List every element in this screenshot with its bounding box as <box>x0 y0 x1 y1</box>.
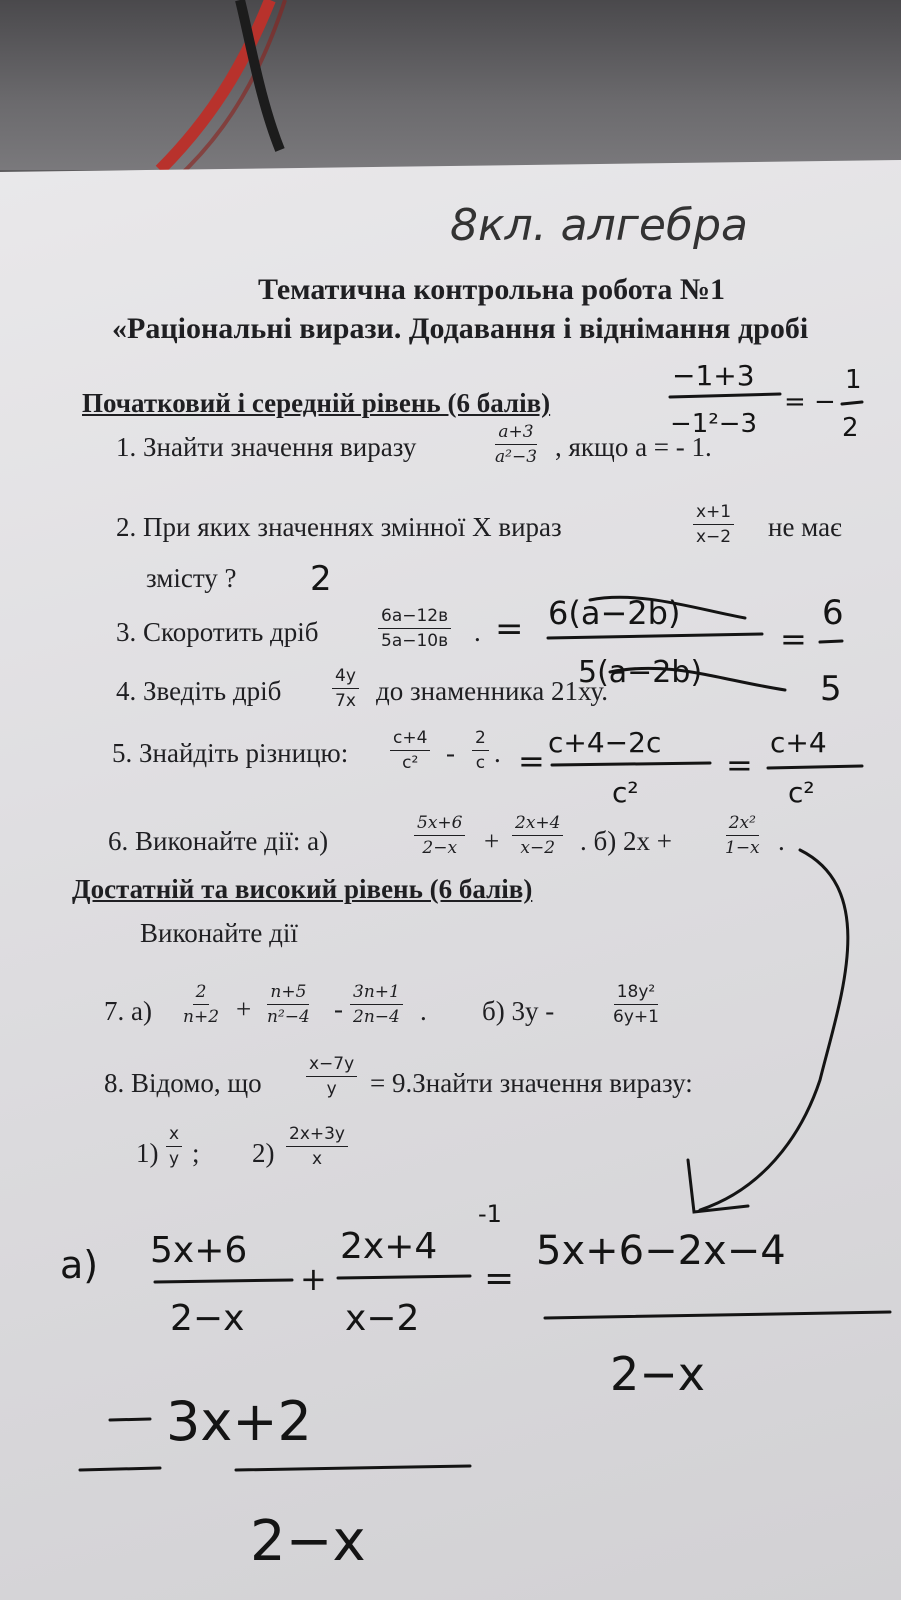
h5-answer-equals: = <box>726 746 753 784</box>
task-7b-denominator: 6y+1 <box>613 1007 659 1027</box>
task-8-text: 8. Відомо, що <box>104 1068 262 1098</box>
task-7b-numerator: 18y² <box>614 982 659 1005</box>
task-6a-plus: + <box>484 826 500 856</box>
task-5-denominator-1: c² <box>402 753 419 773</box>
w-exponent: -1 <box>478 1200 502 1228</box>
task-8-part-1-denominator: y <box>169 1149 180 1169</box>
task-6b-fraction <box>722 813 763 858</box>
task-6-text: 6. Виконайте дії: а) <box>108 826 329 856</box>
task-6b-denominator: 1−x <box>725 838 760 858</box>
task-7-label: 7. а) <box>104 996 152 1026</box>
task-7-fraction-3 <box>350 982 403 1027</box>
section-2-subheading: Виконайте дії <box>140 918 298 948</box>
header-note-text: 8кл. алгебра <box>450 200 748 251</box>
task-8-part-1-numerator: x <box>166 1124 182 1147</box>
w-den-2: x−2 <box>345 1298 420 1339</box>
task-6a-fraction-2 <box>512 813 563 858</box>
task-3-numerator: 6а−12в <box>378 606 451 629</box>
w-num-4: 3x+2 <box>166 1390 312 1453</box>
task-8-part-1-after: ; <box>192 1138 200 1168</box>
task-1-denominator: a²−3 <box>495 447 538 467</box>
h1-equals: = − <box>784 387 836 417</box>
h1-answer-num: 1 <box>845 365 862 395</box>
h3-numerator: 6(a−2b) <box>548 594 681 632</box>
task-7-denominator-1: n+2 <box>183 1007 220 1027</box>
task-7-fraction-1 <box>180 982 222 1027</box>
task-4-fraction <box>332 666 359 711</box>
task-2-numerator: x+1 <box>693 502 734 525</box>
task-8-part-2-fraction <box>286 1124 348 1169</box>
task-2-line2: змісту ? <box>146 563 237 593</box>
task-5-numerator-1: c+4 <box>390 728 430 751</box>
task-5-fraction-2 <box>472 728 489 773</box>
task-2-fraction <box>693 502 734 547</box>
task-8-part-2-label: 2) <box>252 1138 275 1168</box>
h5-answer-num: c+4 <box>770 726 827 759</box>
task-8-numerator: x−7y <box>306 1054 357 1077</box>
h1-denominator: −1²−3 <box>670 409 758 439</box>
task-2-text: 2. При яких значеннях змінної Х вираз <box>116 512 562 542</box>
task-8-fraction <box>306 1054 357 1099</box>
task-8-after: = 9.Знайти значення виразу: <box>370 1068 693 1098</box>
h3-denominator: 5(a−2b) <box>578 655 703 690</box>
w-num-1: 5x+6 <box>150 1230 248 1271</box>
task-5-text: 5. Знайдіть різницю: <box>112 738 349 768</box>
task-4-denominator: 7x <box>335 691 356 711</box>
w-den-3: 2−x <box>610 1347 706 1401</box>
h2-answer: 2 <box>310 559 332 599</box>
w-label: а) <box>60 1243 99 1287</box>
task-7-dot: . <box>420 996 427 1026</box>
task-5-denominator-2: c <box>475 753 486 773</box>
task-6a-numerator-2: 2x+4 <box>512 813 563 836</box>
task-8-part-1-label: 1) <box>136 1138 159 1168</box>
task-7-denominator-2: n²−4 <box>267 1007 310 1027</box>
task-7b-label: б) 3у - <box>482 996 555 1026</box>
h5-numerator: c+4−2c <box>548 726 662 759</box>
h1-answer-den: 2 <box>842 413 859 443</box>
section-heading-basic: Початковий і середній рівень (6 балів) <box>82 388 551 418</box>
task-7-op-2: - <box>334 994 343 1024</box>
task-7-numerator-1: 2 <box>193 982 210 1005</box>
task-1-numerator: a+3 <box>495 422 536 445</box>
w-equals: = <box>484 1258 515 1299</box>
section-heading-advanced: Достатній та високий рівень (6 балів) <box>72 874 533 904</box>
task-8-part-2-numerator: 2x+3y <box>286 1124 348 1147</box>
task-1-text: 1. Знайти значення виразу <box>116 432 417 462</box>
task-8-denominator: y <box>326 1079 337 1099</box>
task-5-after: . <box>494 738 501 768</box>
task-7-op-1: + <box>236 994 252 1024</box>
task-5-minus: - <box>446 738 455 768</box>
task-3-denominator: 5а−10в <box>381 631 449 651</box>
task-7-denominator-3: 2n−4 <box>353 1007 400 1027</box>
task-5-fraction-1 <box>390 728 430 773</box>
task-7-numerator-3: 3n+1 <box>350 982 403 1005</box>
task-7-numerator-2: n+5 <box>267 982 309 1005</box>
task-7-fraction-2 <box>264 982 313 1027</box>
h5-answer-den: c² <box>788 776 815 809</box>
task-4-numerator: 4y <box>332 666 359 689</box>
task-4-after: до знаменника 21ху. <box>376 676 608 706</box>
task-3-after: . <box>474 617 481 647</box>
h3-equals: = <box>495 609 524 649</box>
task-6-after: . <box>778 826 785 856</box>
task-1-condition: , якщо a = - 1. <box>555 432 712 462</box>
task-3-text: 3. Скоротить дріб <box>116 617 319 647</box>
w-den-1: 2−x <box>170 1298 245 1339</box>
task-5-numerator-2: 2 <box>472 728 489 751</box>
task-6a-numerator-1: 5x+6 <box>414 813 465 836</box>
task-2-after: не має <box>768 512 842 542</box>
task-3-fraction <box>378 606 451 651</box>
task-6b-label: . б) 2x + <box>580 826 672 856</box>
task-6a-fraction-1 <box>414 813 465 858</box>
task-6a-denominator-2: x−2 <box>520 838 556 858</box>
task-1-fraction <box>492 422 540 467</box>
w-plus: + <box>300 1260 327 1298</box>
task-6a-denominator-1: 2−x <box>422 838 458 858</box>
task-7b-fraction <box>610 982 662 1027</box>
task-6b-numerator: 2x² <box>726 813 759 836</box>
h5-equals: = <box>518 742 545 780</box>
h3-answer-equals: = <box>780 620 807 658</box>
task-8-part-2-denominator: x <box>311 1149 323 1169</box>
w-den-4: 2−x <box>250 1509 366 1574</box>
cable-decoration <box>0 0 901 180</box>
task-4-text: 4. Зведіть дріб <box>116 676 282 706</box>
page-title: Тематична контрольна робота №1 <box>258 273 726 306</box>
h1-numerator: −1+3 <box>672 359 755 392</box>
w-num-2: 2x+4 <box>340 1226 438 1267</box>
h3-answer-den: 5 <box>820 669 842 709</box>
h3-answer-num: 6 <box>822 593 844 633</box>
page-subtitle: «Раціональні вирази. Додавання і віднімання дробі <box>112 312 809 345</box>
task-2-denominator: x−2 <box>696 527 732 547</box>
task-8-part-1-fraction <box>166 1124 182 1169</box>
w-num-3: 5x+6−2x−4 <box>536 1228 786 1274</box>
h5-denominator: c² <box>612 776 639 809</box>
